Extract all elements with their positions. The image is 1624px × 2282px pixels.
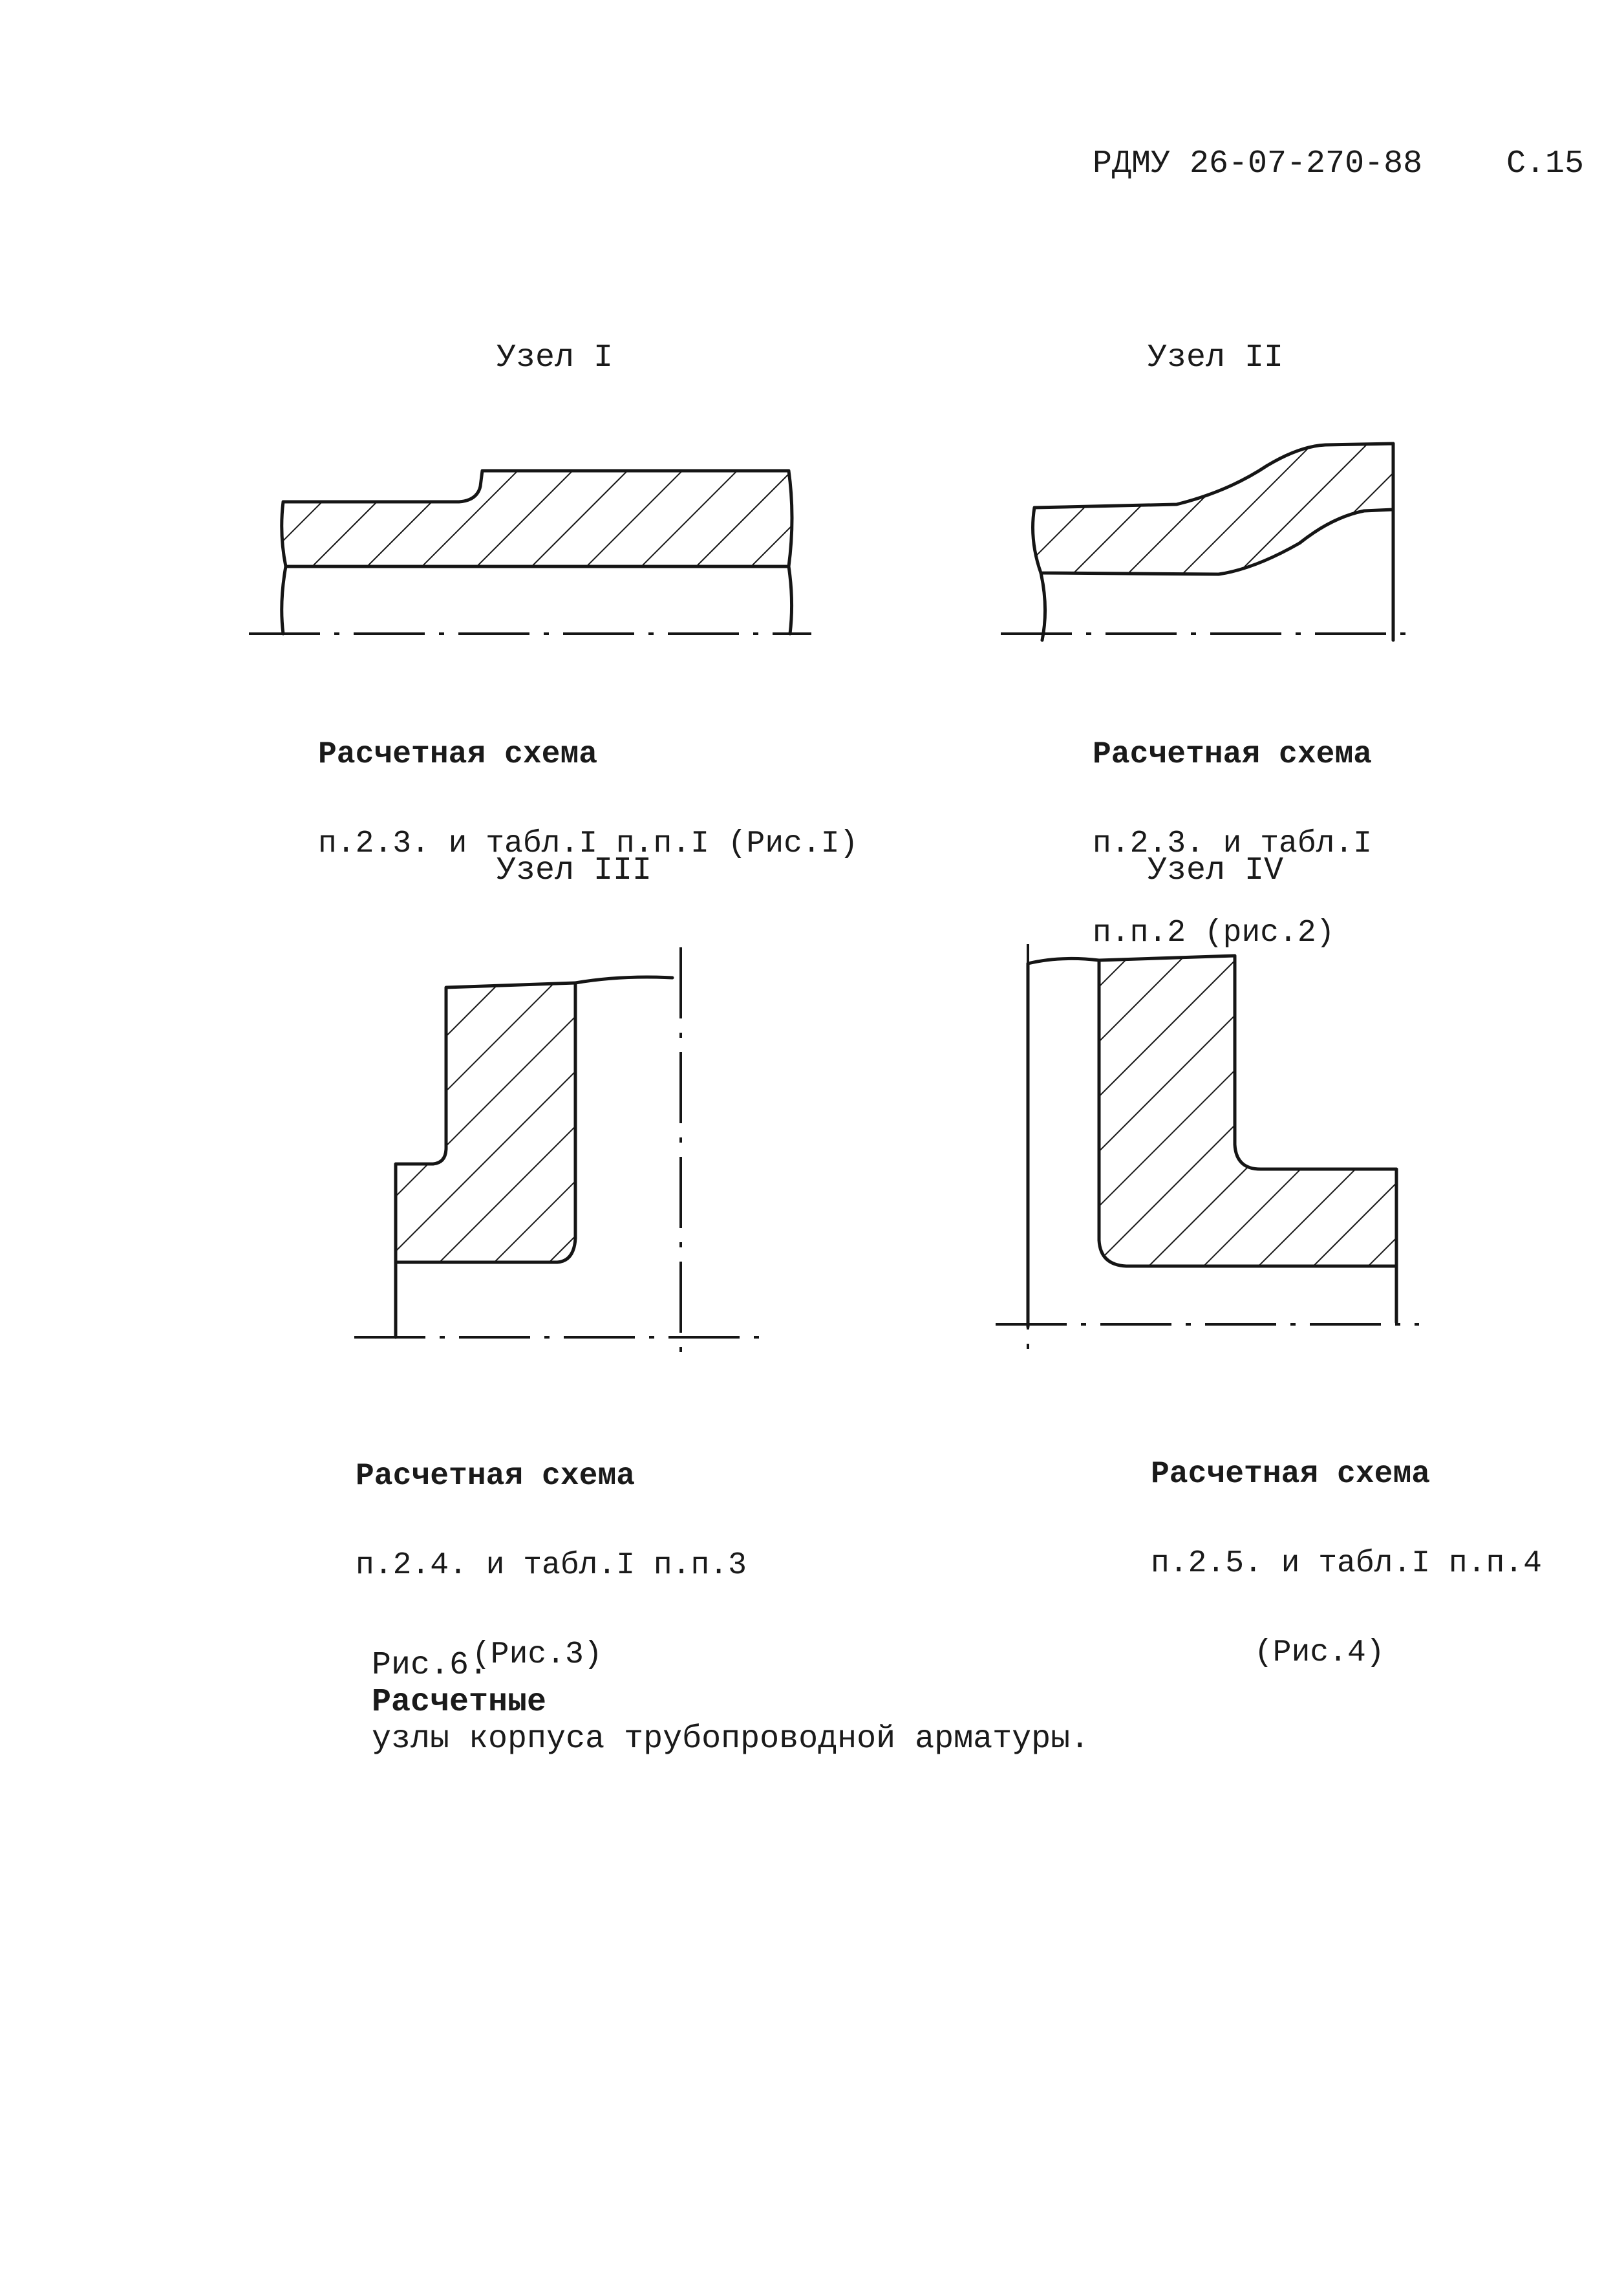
- node-1-drawing: [249, 471, 811, 634]
- figure-caption-text: узлы корпуса трубопроводной арматуры.: [372, 1721, 1090, 1758]
- node-2-wall-section: [1033, 444, 1393, 574]
- node-1-wall-section: [282, 471, 792, 566]
- node-3-caption-line-1: Расчетная схема: [356, 1459, 636, 1494]
- node-3-title: Узел III: [497, 852, 652, 889]
- node-1-caption-line-2: п.2.3. и табл.I п.п.I (Рис.I): [318, 826, 859, 861]
- node-2-caption-line-2: п.2.3. и табл.I: [1093, 826, 1373, 861]
- node-1-caption-line-1: Расчетная схема: [318, 737, 598, 772]
- node-2-caption-line-1: Расчетная схема: [1093, 737, 1373, 772]
- node-4-wall-section: [1099, 956, 1396, 1266]
- node-2-caption-line-3: п.п.2 (рис.2): [1093, 916, 1335, 951]
- page-number: С.15: [1506, 145, 1585, 182]
- figure-caption: [333, 1610, 1089, 1758]
- node-3-drawing: [354, 947, 773, 1364]
- document-code: РДМУ 26-07-270-88: [1093, 145, 1423, 182]
- node-3-caption-line-3: (Рис.3): [472, 1637, 603, 1672]
- node-1-caption: [318, 680, 858, 888]
- node-2-title: Узел II: [1148, 339, 1284, 376]
- node-1-title: Узел I: [497, 339, 614, 376]
- node-4-caption-line-3: (Рис.4): [1254, 1635, 1385, 1670]
- figure-caption-bold-word: Расчетные: [372, 1684, 547, 1721]
- node-4-title: Узел IV: [1148, 852, 1284, 889]
- node-3-caption-line-2: п.2.4. и табл.I п.п.3: [356, 1548, 747, 1583]
- node-4-caption-line-1: Расчетная схема: [1151, 1457, 1431, 1492]
- node-2-drawing: [1001, 444, 1419, 640]
- node-4-caption: [1151, 1400, 1542, 1697]
- node-2-caption: [1093, 680, 1372, 978]
- node-4-caption-line-2: п.2.5. и табл.I п.п.4: [1151, 1546, 1542, 1581]
- figure-caption-label: Рис.6.: [372, 1647, 489, 1684]
- node-3-wall-section: [396, 983, 575, 1262]
- node-4-drawing: [996, 944, 1419, 1353]
